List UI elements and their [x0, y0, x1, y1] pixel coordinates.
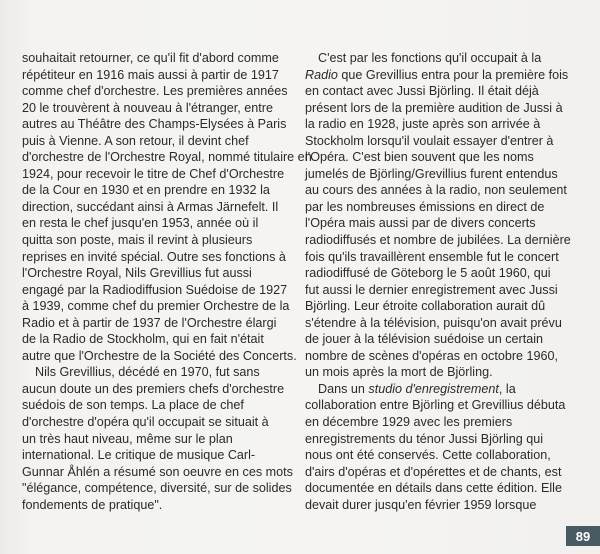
text-line: de jouer à la télévision suédoise un certain [305, 332, 544, 347]
text-line [305, 381, 570, 398]
text-line: Stockholm lorsqu'il voulait essayer d'entrer à [305, 133, 554, 148]
text-line: Nils Grevillius, décédé en 1970, fut sans [35, 365, 260, 380]
text-segment: que Grevillius entra pour la première fois [337, 67, 569, 82]
text-line: autre que l'Orchestre de la Société des Concerts. [22, 348, 297, 363]
text-line: quitta son poste, mais il revint à plusieurs [22, 233, 253, 248]
text-line: fois qu'ils travaillèrent ensemble fut le concert [305, 249, 559, 264]
text-line: l'Orchestre Royal, Nils Grevillius fut aussi [22, 266, 252, 281]
text-line: Gunnar Åhlén a résumé son oeuvre en ces mots [22, 464, 293, 479]
text-line: puis à Vienne. A son retour, il devint chef [22, 133, 249, 148]
text-line: un très haut niveau, même sur le plan [22, 431, 233, 446]
text-line: d'airs d'opéras et d'opérettes et de chants, est [305, 464, 562, 479]
text-line: 1924, pour recevoir le titre de Chef d'Orchestre [22, 166, 285, 181]
text-line: s'étendre à la télévision, puisqu'on avait prévu [305, 315, 562, 330]
italic-term: Radio [305, 67, 338, 82]
text-line: direction, succédant ainsi à Armas Järnefelt. Il [22, 199, 279, 214]
text-line: fut aussi le dernier enregistrement avec Jussi [305, 282, 558, 297]
text-line: répétiteur en 1916 mais aussi à partir de 1917 [22, 67, 279, 82]
left-text-column [22, 50, 312, 513]
text-line: "élégance, compétence, diversité, sur de solides [22, 481, 292, 496]
text-line: d'orchestre d'opéra qu'il occupait se situait à [22, 415, 269, 430]
text-line: fondements de pratique". [22, 497, 163, 512]
text-line: par les nombreuses émissions en direct de [305, 199, 545, 214]
text-line: 20 le trouvèrent à nouveau à l'étranger, entre [22, 100, 273, 115]
text-line: enregistrements du ténor Jussi Björling qui [305, 431, 544, 446]
text-line: Björling. Leur étroite collaboration aurait dû [305, 299, 546, 314]
text-line: en décembre 1929 avec les premiers [305, 415, 513, 430]
text-line: autres au Théâtre des Champs-Elysées à Paris [22, 117, 287, 132]
text-line: de la Radio de Stockholm, qui en fait n'était [22, 332, 264, 347]
text-line: la radio en 1928, juste après son arrivée à [305, 117, 541, 132]
text-line: C'est par les fonctions qu'il occupait à la [318, 51, 542, 65]
text-line: nous ont été conservés. Cette collaboration, [305, 448, 551, 463]
page-number: 89 [566, 526, 600, 546]
right-text-column [305, 50, 570, 513]
text-line: souhaitait retourner, ce qu'il fit d'abord comme [22, 51, 279, 65]
text-line [305, 67, 570, 84]
text-line: nombre de scènes d'opéras en octobre 1960, [305, 348, 559, 363]
text-line: un mois après la mort de Björling. [305, 365, 493, 380]
text-line: engagé par la Radiodiffusion Suédoise de 1927 [22, 282, 288, 297]
text-line: l'Opéra mais aussi par de divers concerts [305, 216, 536, 231]
text-segment: , la [498, 381, 516, 396]
text-line: radiodiffusé de Göteborg le 5 août 1960, qui [305, 266, 551, 281]
text-line: reprises en invité spécial. Outre ses fonctions à [22, 249, 286, 264]
text-line: au cours des années à la radio, non seulement [305, 183, 567, 198]
text-line: aucun doute un des premiers chefs d'orchestre [22, 381, 285, 396]
text-line: comme chef d'orchestre. Les premières années [22, 84, 288, 99]
text-line: présent lors de la première audition de Jussi à [305, 100, 563, 115]
text-line: d'orchestre de l'Orchestre Royal, nommé titulaire en [22, 150, 312, 165]
text-line: en contact avec Jussi Björling. Il était déjà [305, 84, 539, 99]
text-line: radiodiffusés et nombre de jubilées. La dernière [305, 233, 571, 248]
text-line: en resta le chef jusqu'en 1953, année où il [22, 216, 259, 231]
text-line: documentée en détails dans cette édition. Elle [305, 481, 562, 496]
text-segment: Dans un [318, 381, 369, 396]
text-line: international. Le critique de musique Carl- [22, 448, 256, 463]
text-line: devait durer jusqu'en février 1959 lorsque [305, 497, 537, 512]
italic-term: studio d'enregistrement [368, 381, 499, 396]
text-line: de la Cour en 1930 et en prendre en 1932 la [22, 183, 270, 198]
text-line: collaboration entre Björling et Grevillius débuta [305, 398, 566, 413]
text-line: jumelés de Björling/Grevillius furent entendus [305, 166, 558, 181]
text-line: Radio et à partir de 1937 de l'Orchestre élargi [22, 315, 277, 330]
text-line: à 1939, comme chef du premier Orchestre de la [22, 299, 290, 314]
text-line: l'Opéra. C'est bien souvent que les noms [305, 150, 534, 165]
text-line: suédois de son temps. La place de chef [22, 398, 244, 413]
